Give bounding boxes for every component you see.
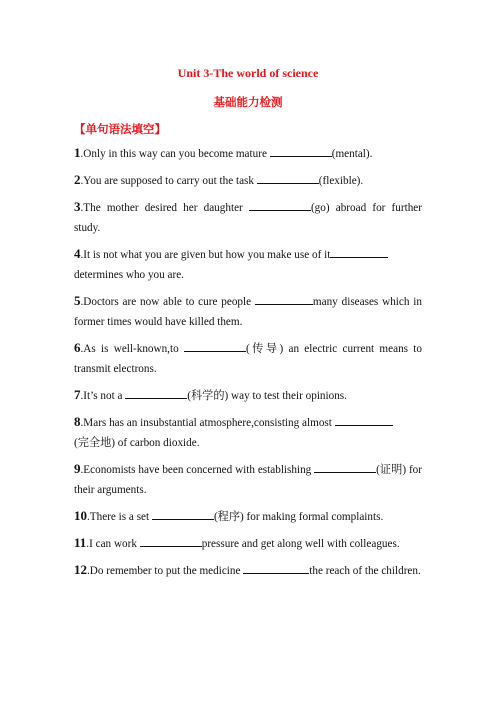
question-number: 9 — [74, 461, 81, 476]
question-text: .It is not what you are given but how you make use of it — [80, 249, 331, 261]
question-hint: pressure and get along well with colleagues. — [201, 538, 400, 550]
question-hint: the reach of the children. — [309, 565, 421, 577]
question-item — [74, 385, 422, 406]
question-hint: (传导) an electric current means to transmit electrons. — [74, 343, 422, 375]
question-number: 11 — [74, 535, 87, 550]
question-text: .It’s not a — [80, 390, 126, 402]
question-number: 5 — [74, 293, 81, 308]
question-text: .You are supposed to carry out the task — [80, 175, 257, 187]
section-heading: 【单句语法填空】 — [74, 122, 166, 136]
question-text: .Economists have been concerned with establishing — [80, 464, 315, 476]
answer-blank[interactable] — [255, 292, 313, 305]
question-text: .As is well-known,to — [80, 343, 184, 355]
question-hint: (flexible). — [318, 175, 364, 187]
answer-blank[interactable] — [330, 245, 388, 258]
question-hint: (完全地) of carbon dioxide. — [74, 437, 200, 449]
answer-blank[interactable] — [314, 460, 376, 473]
question-item — [74, 143, 422, 164]
question-number: 4 — [74, 246, 81, 261]
answer-blank[interactable] — [184, 339, 246, 352]
answer-blank[interactable] — [140, 534, 202, 547]
question-item — [74, 244, 422, 285]
answer-blank[interactable] — [243, 561, 309, 574]
question-item — [74, 459, 422, 500]
question-hint: determines who you are. — [74, 269, 184, 281]
question-number: 12 — [74, 562, 87, 577]
question-hint: (mental). — [331, 148, 373, 160]
answer-blank[interactable] — [125, 386, 187, 399]
question-text: .Only in this way can you become mature — [80, 148, 270, 160]
question-item — [74, 291, 422, 332]
question-text: .The mother desired her daughter — [80, 202, 249, 214]
answer-blank[interactable] — [152, 507, 214, 520]
question-number: 1 — [74, 145, 81, 160]
document-subtitle: 基础能力检测 — [213, 95, 283, 109]
question-number: 7 — [74, 387, 81, 402]
question-item — [74, 533, 422, 554]
question-number: 2 — [74, 172, 81, 187]
question-hint: (证明) for their arguments. — [74, 464, 422, 496]
question-text: .I can work — [86, 538, 140, 550]
answer-blank[interactable] — [270, 144, 332, 157]
question-number: 8 — [74, 414, 81, 429]
question-number: 3 — [74, 199, 81, 214]
question-number: 6 — [74, 340, 81, 355]
question-hint: (科学的) way to test their opinions. — [187, 390, 347, 402]
question-item — [74, 197, 422, 238]
question-item — [74, 338, 422, 379]
question-text: .Doctors are now able to cure people — [80, 296, 255, 308]
question-text: .Do remember to put the medicine — [87, 565, 244, 577]
question-item — [74, 506, 422, 527]
question-text: .There is a set — [87, 511, 152, 523]
question-list — [74, 143, 422, 587]
answer-blank[interactable] — [249, 198, 311, 211]
answer-blank[interactable] — [335, 413, 393, 426]
question-item — [74, 412, 422, 453]
question-item — [74, 560, 422, 581]
question-number: 10 — [74, 508, 87, 523]
question-text: .Mars has an insubstantial atmosphere,consisting almost — [80, 417, 335, 429]
document-title: Unit 3-The world of science — [177, 66, 319, 80]
question-hint: (程序) for making formal complaints. — [213, 511, 384, 523]
question-hint: many diseases which in former times would have killed them. — [74, 296, 422, 328]
question-item — [74, 170, 422, 191]
question-hint: (go) abroad for further study. — [74, 202, 422, 234]
answer-blank[interactable] — [257, 171, 319, 184]
